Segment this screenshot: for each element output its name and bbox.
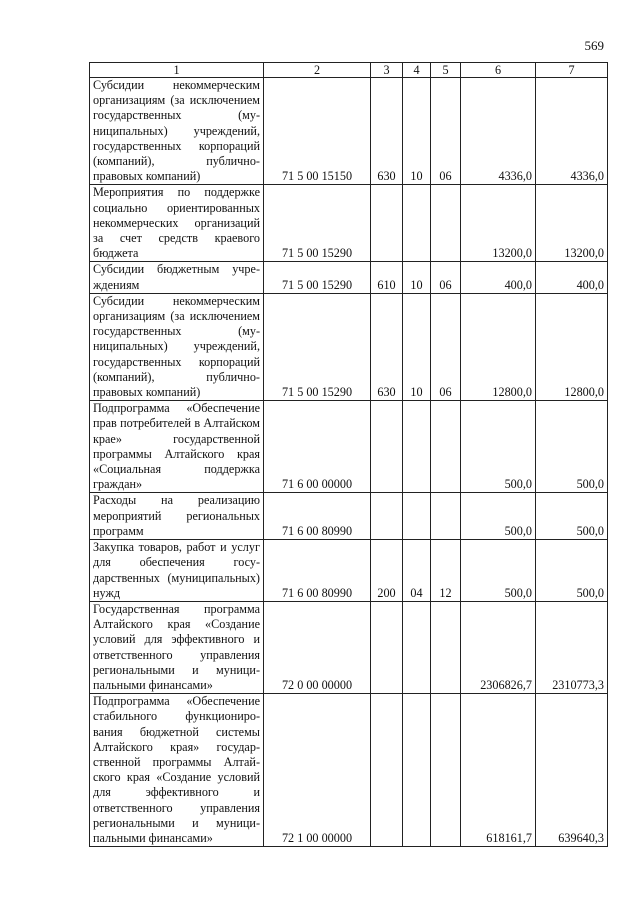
row-name: Мероприятия по поддержке социально ориентированных некоммерческих организаций за счет средств краевого бюджета: [90, 185, 264, 262]
row-expense-type: 630: [371, 78, 403, 185]
row-expense-type: [371, 185, 403, 262]
row-subsection: [431, 493, 461, 540]
row-target-code: 71 6 00 00000: [264, 401, 371, 493]
row-expense-type: [371, 601, 403, 693]
row-section: [403, 185, 431, 262]
row-subsection: [431, 694, 461, 847]
row-name: Субсидии бюджетным учреждениям: [90, 262, 264, 293]
row-target-code: 71 5 00 15150: [264, 78, 371, 185]
table-row: [90, 262, 608, 293]
table-header-row: [90, 63, 608, 78]
row-section: [403, 401, 431, 493]
column-header-6: 6: [461, 63, 536, 78]
row-target-code: 71 6 00 80990: [264, 540, 371, 602]
row-subsection: 06: [431, 293, 461, 400]
row-section: 10: [403, 78, 431, 185]
row-expense-type: [371, 401, 403, 493]
row-target-code: 72 1 00 00000: [264, 694, 371, 847]
row-subsection: [431, 401, 461, 493]
row-name: Подпрограмма «Обеспечение прав потребителей в Алтайском крае» государственной программы Алтайского края «Социальная поддержка граждан»: [90, 401, 264, 493]
row-sum-1: 400,0: [461, 262, 536, 293]
table-row: [90, 601, 608, 693]
row-sum-2: 12800,0: [536, 293, 608, 400]
column-header-3: 3: [371, 63, 403, 78]
row-name: Субсидии некоммерческим организациям (за исключением государственных (муниципальных) учреждений, государственных корпораций (компаний), публично-правовых компаний): [90, 78, 264, 185]
row-sum-2: 13200,0: [536, 185, 608, 262]
row-sum-1: 500,0: [461, 493, 536, 540]
row-target-code: 71 5 00 15290: [264, 293, 371, 400]
row-subsection: [431, 185, 461, 262]
table-row: [90, 185, 608, 262]
row-name: Субсидии некоммерческим организациям (за исключением государственных (муниципальных) учреждений, государственных корпораций (компаний), публично-правовых компаний): [90, 293, 264, 400]
row-sum-1: 12800,0: [461, 293, 536, 400]
row-target-code: 71 6 00 80990: [264, 493, 371, 540]
row-name: Подпрограмма «Обеспечение стабильного функционирования бюджетной системы Алтайского края» государственной программы Алтайского края «Создание условий для эффективного и ответственного управления региональными и муниципальными финансами»: [90, 694, 264, 847]
row-sum-1: 618161,7: [461, 694, 536, 847]
row-expense-type: [371, 493, 403, 540]
column-header-4: 4: [403, 63, 431, 78]
row-name: Расходы на реализацию мероприятий региональных программ: [90, 493, 264, 540]
row-sum-2: 4336,0: [536, 78, 608, 185]
row-target-code: 71 5 00 15290: [264, 262, 371, 293]
row-subsection: 06: [431, 78, 461, 185]
budget-table: [89, 62, 608, 847]
column-header-7: 7: [536, 63, 608, 78]
row-name: Государственная программа Алтайского края «Создание условий для эффективного и ответственного управления региональными и муниципальными финансами»: [90, 601, 264, 693]
row-section: [403, 493, 431, 540]
table-row: [90, 401, 608, 493]
row-section: [403, 601, 431, 693]
table-row: [90, 694, 608, 847]
row-sum-1: 13200,0: [461, 185, 536, 262]
row-sum-2: 500,0: [536, 401, 608, 493]
row-sum-1: 2306826,7: [461, 601, 536, 693]
row-target-code: 72 0 00 00000: [264, 601, 371, 693]
row-section: 10: [403, 293, 431, 400]
row-sum-1: 500,0: [461, 401, 536, 493]
row-sum-2: 400,0: [536, 262, 608, 293]
row-sum-2: 500,0: [536, 493, 608, 540]
row-subsection: [431, 601, 461, 693]
row-sum-1: 500,0: [461, 540, 536, 602]
row-subsection: 12: [431, 540, 461, 602]
row-expense-type: [371, 694, 403, 847]
row-sum-1: 4336,0: [461, 78, 536, 185]
table-row: [90, 540, 608, 602]
column-header-2: 2: [264, 63, 371, 78]
row-expense-type: 200: [371, 540, 403, 602]
row-expense-type: 610: [371, 262, 403, 293]
row-sum-2: 2310773,3: [536, 601, 608, 693]
table-row: [90, 293, 608, 400]
row-subsection: 06: [431, 262, 461, 293]
table-row: [90, 493, 608, 540]
page-number: 569: [584, 38, 604, 53]
table-row: [90, 78, 608, 185]
row-section: [403, 694, 431, 847]
row-target-code: 71 5 00 15290: [264, 185, 371, 262]
column-header-5: 5: [431, 63, 461, 78]
row-section: 04: [403, 540, 431, 602]
row-sum-2: 639640,3: [536, 694, 608, 847]
row-expense-type: 630: [371, 293, 403, 400]
row-sum-2: 500,0: [536, 540, 608, 602]
row-section: 10: [403, 262, 431, 293]
column-header-1: 1: [90, 63, 264, 78]
row-name: Закупка товаров, работ и услуг для обеспечения государственных (муниципальных) нужд: [90, 540, 264, 602]
